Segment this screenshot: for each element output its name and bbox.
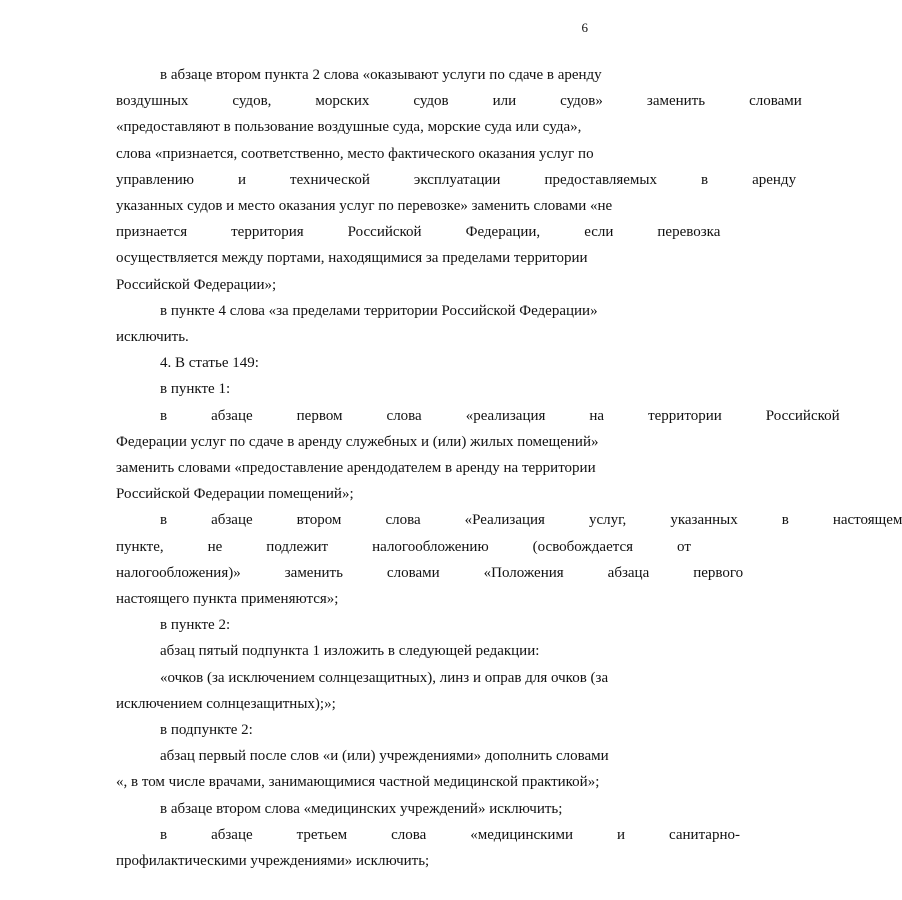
paragraph-2 [72,298,598,350]
document-body [72,62,902,874]
text-line: Российской Федерации помещений»; [116,486,354,503]
text-line: в абзаце третьем слова «медицинскими и санитарно- [160,826,740,843]
text-line: «, в том числе врачами, занимающимися частной медицинской практикой»; [116,774,600,791]
paragraph-11 [72,743,609,795]
text-line: признается территория Российской Федерации, если перевозка [116,224,721,241]
paragraph-3 [72,350,584,376]
text-line: в пункте 4 слова «за пределами территории Российской Федерации» [160,302,598,319]
text-line: профилактическими учреждениями» исключить; [116,853,430,870]
text-line: исключить. [116,329,189,346]
text-line: в абзаце втором пункта 2 слова «оказывают услуги по сдаче в аренду [160,67,602,83]
page-number: 6 [581,20,588,35]
text-line: воздушных судов, морских судов или судов» заменить словами [116,93,802,110]
text-line: «предоставляют в пользование воздушные суда, морские суда или суда», [116,119,582,136]
paragraph-8 [72,638,584,664]
text-line: абзац пятый подпункта 1 изложить в следующей редакции: [160,643,540,660]
paragraph-13 [72,822,740,874]
paragraph-10 [72,717,584,743]
text-line: в подпункте 2: [160,722,253,739]
text-line: Федерации услуг по сдаче в аренду служебных и (или) жилых помещений» [116,433,599,450]
text-line: «очков (за исключением солнцезащитных), линз и оправ для очков (за [160,669,609,686]
text-line: в пункте 1: [160,381,231,398]
paragraph-4 [72,376,584,402]
paragraph-12 [72,796,584,822]
paragraph-9 [72,665,609,717]
text-line: исключением солнцезащитных);»; [116,695,336,712]
paragraph-1 [72,62,802,298]
text-line: осуществляется между портами, находящимися за пределами территории [116,250,588,267]
text-line: 4. В статье 149: [160,355,259,372]
text-line: в абзаце втором слова «Реализация услуг, указанных в настоящем [160,512,902,529]
text-line: настоящего пункта применяются»; [116,591,339,608]
text-line: указанных судов и место оказания услуг по перевозке» заменить словами «не [116,198,613,215]
text-line: заменить словами «предоставление арендодателем в аренду на территории [116,460,596,477]
text-line: пункте, не подлежит налогообложению (освобождается от [116,538,691,555]
text-line: в пункте 2: [160,617,231,634]
text-line: абзац первый после слов «и (или) учреждениями» дополнить словами [160,748,609,765]
paragraph-6 [72,507,902,612]
text-line: Российской Федерации»; [116,276,277,293]
paragraph-5 [72,403,840,508]
text-line: в абзаце втором слова «медицинских учреждений» исключить; [160,800,563,817]
text-line: управлению и технической эксплуатации предоставляемых в аренду [116,171,797,188]
text-line: слова «признается, соответственно, место фактического оказания услуг по [116,145,594,162]
text-line: налогообложения)» заменить словами «Положения абзаца первого [116,564,744,581]
paragraph-7 [72,612,584,638]
text-line: в абзаце первом слова «реализация на территории Российской [160,407,840,424]
